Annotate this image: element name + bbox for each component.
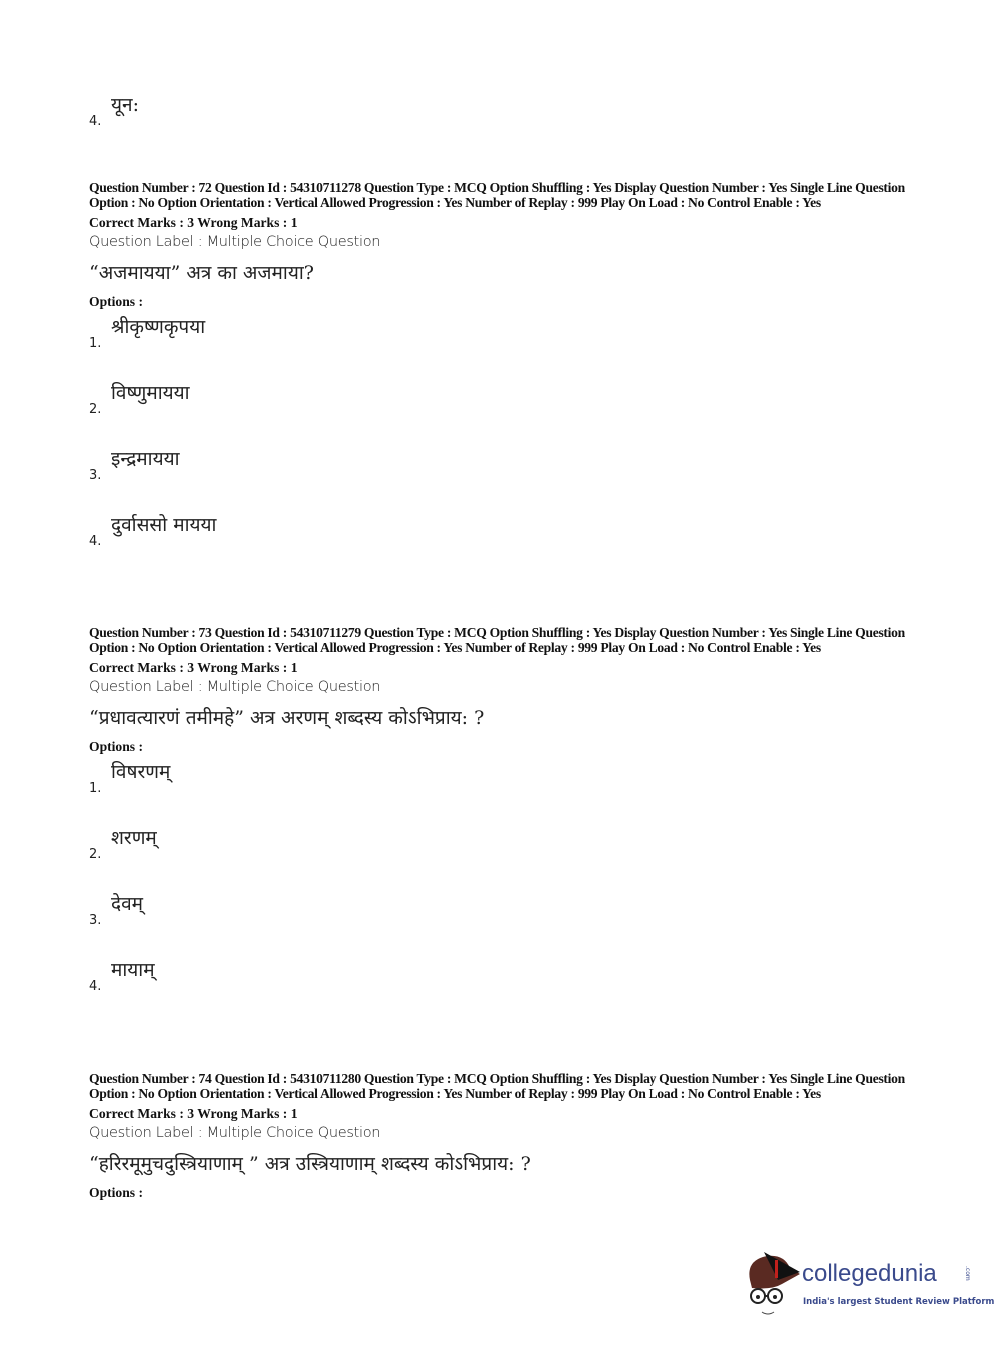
option-item[interactable]: [89, 891, 949, 957]
options-heading: Options :: [89, 294, 144, 310]
option-text: यून:: [111, 94, 139, 116]
question-marks: Correct Marks : 3 Wrong Marks : 1: [89, 660, 298, 676]
option-number: 4.: [89, 979, 102, 995]
question-marks: Correct Marks : 3 Wrong Marks : 1: [89, 215, 298, 231]
option-number: 2.: [89, 402, 102, 418]
option-text[interactable]: विषरणम्: [111, 761, 171, 784]
logo-wordmark: collegedunia: [802, 1260, 937, 1287]
option-item[interactable]: [89, 314, 949, 380]
option-text[interactable]: इन्द्रमायया: [111, 448, 180, 471]
options-heading: Options :: [89, 739, 144, 755]
option-number: 1.: [89, 336, 102, 352]
question-label: Question Label : Multiple Choice Question: [89, 1125, 381, 1142]
option-number: 2.: [89, 847, 102, 863]
question-meta: Question Number : 73 Question Id : 54310711279 Question Type : MCQ Option Shuffling : Yes Display Question Number : Yes Single Line Question Option : No Option Orientation : Vertical Allowed Progression : Yes Number of Replay : 999 Play On Load : No Control Enable : Yes: [89, 625, 905, 655]
question-text: “प्रधावत्यारणं तमीमहे” अत्र अरणम् शब्दस्य कोऽभिप्राय: ?: [89, 707, 485, 730]
collegedunia-logo: [742, 1250, 995, 1320]
question-label: Question Label : Multiple Choice Question: [89, 234, 381, 251]
option-item[interactable]: [89, 380, 949, 446]
logo-tagline: India's largest Student Review Platform: [803, 1297, 995, 1307]
option-item[interactable]: [89, 446, 949, 512]
logo-com: .com: [964, 1266, 971, 1281]
option-item[interactable]: [89, 825, 949, 891]
question-label: Question Label : Multiple Choice Question: [89, 679, 381, 696]
options-list: [89, 314, 949, 578]
question-block: [89, 626, 949, 1023]
question-block: [89, 1072, 949, 1205]
option-text[interactable]: शरणम्: [111, 827, 157, 850]
question-text: “अजमायया” अत्र का अजमाया?: [89, 262, 314, 285]
option-item[interactable]: [89, 759, 949, 825]
options-list: [89, 759, 949, 1023]
options-heading: Options :: [89, 1185, 144, 1201]
option-text[interactable]: दुर्वाससो मायया: [111, 514, 217, 537]
option-text[interactable]: विष्णुमायया: [111, 382, 190, 405]
option-text[interactable]: मायाम्: [111, 959, 155, 982]
option-text[interactable]: श्रीकृष्णकृपया: [111, 316, 206, 339]
option-number: 1.: [89, 781, 102, 797]
question-marks: Correct Marks : 3 Wrong Marks : 1: [89, 1106, 298, 1122]
option-number: 3.: [89, 913, 102, 929]
question-block: [89, 181, 949, 578]
question-meta: Question Number : 72 Question Id : 54310711278 Question Type : MCQ Option Shuffling : Yes Display Question Number : Yes Single Line Question Option : No Option Orientation : Vertical Allowed Progression : Yes Number of Replay : 999 Play On Load : No Control Enable : Yes: [89, 180, 905, 210]
option-item[interactable]: [89, 957, 949, 1023]
option-text[interactable]: देवम्: [111, 893, 144, 916]
option-item[interactable]: [89, 512, 949, 578]
mascot-icon: [742, 1250, 802, 1320]
option-number: 3.: [89, 468, 102, 484]
option-number: 4.: [89, 534, 102, 550]
question-meta: Question Number : 74 Question Id : 54310711280 Question Type : MCQ Option Shuffling : Yes Display Question Number : Yes Single Line Question Option : No Option Orientation : Vertical Allowed Progression : Yes Number of Replay : 999 Play On Load : No Control Enable : Yes: [89, 1071, 905, 1101]
option-number: 4.: [89, 114, 102, 129]
question-text: “हरिरमूमुचदुस्त्रियाणाम् ” अत्र उस्त्रियाणाम् शब्दस्य कोऽभिप्राय: ?: [89, 1153, 531, 1176]
